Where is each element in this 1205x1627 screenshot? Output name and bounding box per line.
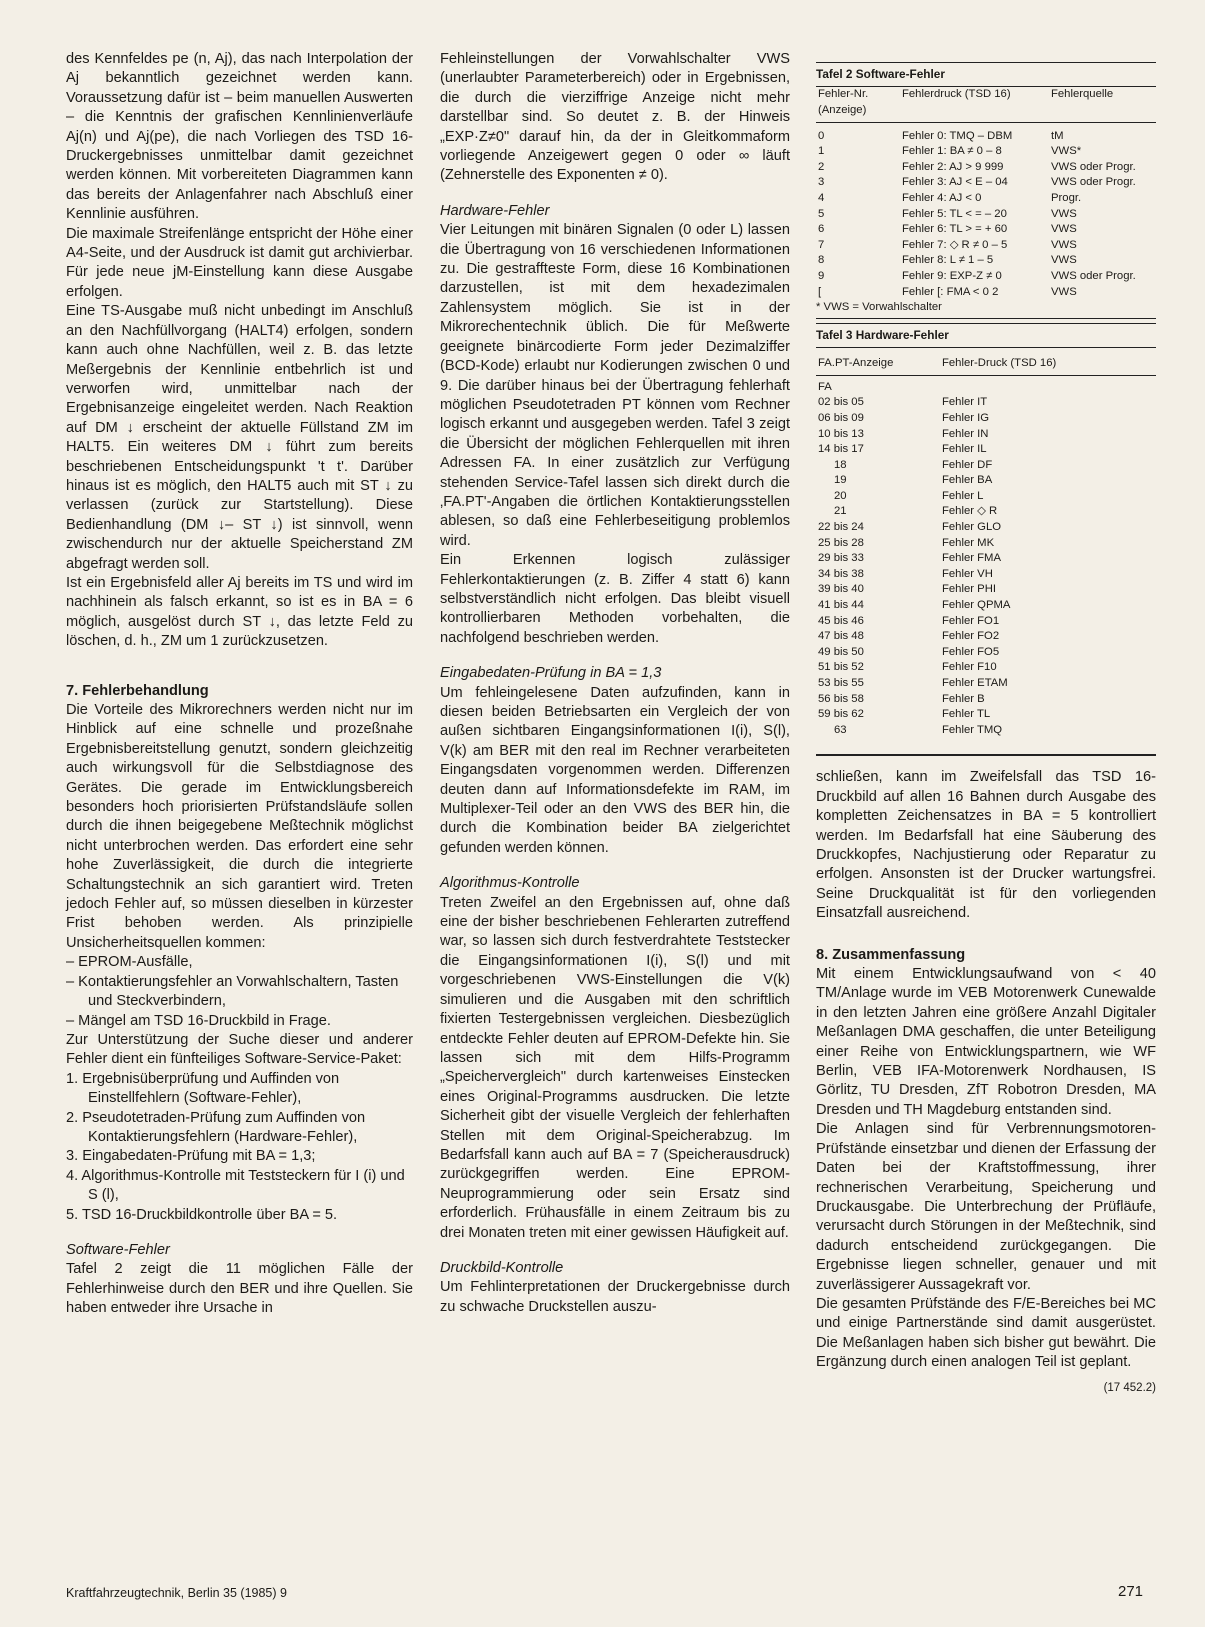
table-cell: 21 bbox=[834, 505, 847, 518]
subheading-eingabedaten: Eingabedaten-Prüfung in BA = 1,3 bbox=[440, 665, 662, 682]
table-cell: Fehler ◇ R bbox=[942, 505, 998, 518]
table-row bbox=[816, 692, 1156, 708]
table-row bbox=[816, 253, 1156, 269]
table-row bbox=[816, 442, 1156, 458]
paragraph: Treten Zweifel an den Ergebnissen auf, ohne daß eine der bisher beschriebenen Fehlerarten zutreffend war, so lassen sich durch festverdrahtete Teststecker die Eingangsinformationen I(i), S(l) und mit vorgeschriebenen VWS-Einstellungen die V(k) simulieren und die Ausgaben mit den schriftlich fixierten Testergebnissen vergleichen. Diesbezüglich entdeckte Fehler deuten auf EPROM-Defekte hin. Sie lassen sich mit dem Hilfs-Programm „Speichervergleich" durch kartenweises Einstecken eines Original-Programms ausdrucken. Die letzte Sicherheit gibt der visuelle Vergleich der fehlerhaften Stellen mit dem Original-Speicherabzug. Im Bedarfsfall kann auch auf BA = 7 (Speicherausdruck) zurückgegriffen werden. Eine EPROM-Neuprogrammierung oder sein Ersatz sind erforderlich. Frühausfälle in einem Zeitraum bis zu drei Monaten treten mit einer gewissen Häufigkeit auf. bbox=[440, 894, 790, 1241]
table-cell: Fehler 2: AJ > 9 999 bbox=[902, 160, 1004, 173]
table-cell: VWS oder Progr. bbox=[1051, 269, 1136, 282]
table-cell: 47 bis 48 bbox=[818, 630, 864, 643]
table-cell: 0 bbox=[818, 129, 825, 142]
table-cell: tM bbox=[1051, 129, 1064, 142]
paragraph: schließen, kann im Zweifelsfall das TSD 16-Druckbild auf allen 16 Bahnen durch Ausgabe des kompletten Zeichensatzes in BA = 5 kontrolliert werden. Im Bedarfsfall hat eine Säuberung des Druckkopfes, Nachjustierung oder Reparatur zu erfolgen. Ansonsten ist der Drucker wartungsfrei. Seine Druckqualität ist für den vorliegenden Einsatzfall ausreichend. bbox=[816, 769, 1156, 922]
table-cell: Fehler FO1 bbox=[942, 614, 1000, 627]
table-cell: 06 bis 09 bbox=[818, 411, 864, 424]
paragraph: Die maximale Streifenlänge entspricht der Höhe einer A4-Seite, und der Ausdruck ist damit gut archivierbar. Für jede neue jM-Einstellung kann diese Ausgabe erfolgen. bbox=[66, 225, 413, 300]
table-row bbox=[816, 551, 1156, 567]
table-row bbox=[816, 191, 1156, 207]
table-row bbox=[816, 629, 1156, 645]
header-cell: Fehler-Nr. (Anzeige) bbox=[816, 87, 900, 122]
table-row bbox=[816, 238, 1156, 254]
column-right bbox=[816, 62, 1156, 1398]
subheading-software-fehler: Software-Fehler bbox=[66, 1241, 170, 1258]
table-cell: 4 bbox=[818, 191, 825, 204]
table-footnote: * VWS = Vorwahlschalter bbox=[816, 300, 1156, 319]
table-cell: 14 bis 17 bbox=[818, 443, 864, 456]
table-row bbox=[816, 598, 1156, 614]
table-cell: VWS bbox=[1051, 207, 1077, 220]
table-cell: 63 bbox=[834, 723, 847, 736]
table-row bbox=[816, 395, 1156, 411]
section-heading-8: 8. Zusammenfassung bbox=[816, 946, 966, 963]
table-cell: Fehler 8: L ≠ 1 – 5 bbox=[902, 254, 994, 267]
table-tafel2 bbox=[816, 87, 1156, 300]
table-cell: Fehler BA bbox=[942, 474, 993, 487]
table-row bbox=[816, 411, 1156, 427]
subheading-hardware-fehler: Hardware-Fehler bbox=[440, 202, 550, 219]
table-cell: 1 bbox=[818, 145, 825, 158]
table-cell: VWS oder Progr. bbox=[1051, 176, 1136, 189]
table-cell: 5 bbox=[818, 207, 825, 220]
table-cell: Fehler 3: AJ < E – 04 bbox=[902, 176, 1008, 189]
table-cell: 51 bis 52 bbox=[818, 661, 864, 674]
table-cell: 59 bis 62 bbox=[818, 708, 864, 721]
paragraph: Eine TS-Ausgabe muß nicht unbedingt im Anschluß an den Nachfüllvorgang (HALT4) erfolgen, sondern kann auch ohne Nachfüllen, weil z. B. das letzte Meßergebnis der Kennlinie entbehrlich ist und verworfen wird, unmittelbar nach der Ergebnisanzeige eingeleitet werden. Nach Reaktion auf DM ↓ erscheint der aktuelle Füllstand ZM im HALT5. Ein weiteres DM ↓ führt zum bereits beschriebenen Entscheidungspunkt 't t'. Darüber hinaus ist es möglich, den HALT5 auch mit ST ↓ zu verlassen (zurück zur Startstellung). Diese Bedienhandlung (DM ↓– ST ↓) ist sinnvoll, wenn zwischendurch nur der aktuelle Speicherstand ZM abgefragt werden soll. bbox=[66, 303, 413, 572]
table-cell: 8 bbox=[818, 254, 825, 267]
list-item: – EPROM-Ausfälle, bbox=[66, 954, 193, 971]
table-row bbox=[816, 504, 1156, 520]
table-row bbox=[816, 614, 1156, 630]
table-cell: Fehler 5: TL < = – 20 bbox=[902, 207, 1007, 220]
list-item: 4. Algorithmus-Kontrolle mit Teststeckern für I (i) und S (l), bbox=[66, 1167, 405, 1204]
table-cell: Fehler ETAM bbox=[942, 677, 1008, 689]
table-cell: 3 bbox=[818, 176, 825, 189]
table-cell: Progr. bbox=[1051, 191, 1082, 204]
table-cell: 49 bis 50 bbox=[818, 645, 864, 658]
table-cell: Fehler FO2 bbox=[942, 630, 1000, 643]
table-cell: VWS* bbox=[1051, 145, 1082, 158]
table-cell: Fehler B bbox=[942, 692, 985, 705]
section-heading-7: 7. Fehlerbehandlung bbox=[66, 682, 209, 699]
paragraph: des Kennfeldes pe (n, Aj), das nach Interpolation der Aj bekanntlich gezeichnet werden kann. Voraussetzung dafür ist – beim manuellen Auswerten – die Kenntnis der grafischen Kennlinienverläufe Aj(n) und Aj(pe), die nach Vorliegen des TSD 16-Druckergebnisses unmittelbar damit gezeichnet werden können. Mit vorbereiteten Diagrammen kann das bereits der Anlagenfahrer nach Abschluß einer Kennlinie ausführen. bbox=[66, 51, 413, 223]
table-row bbox=[816, 676, 1156, 692]
table-cell: VWS oder Progr. bbox=[1051, 160, 1136, 173]
table-row bbox=[816, 269, 1156, 285]
table-tafel3 bbox=[816, 348, 1156, 738]
table-row bbox=[816, 520, 1156, 536]
header-cell: Fehler-Druck (TSD 16) bbox=[940, 348, 1156, 375]
list-item: 5. TSD 16-Druckbildkontrolle über BA = 5. bbox=[66, 1206, 338, 1223]
table-row bbox=[816, 723, 1156, 739]
column-middle bbox=[440, 50, 790, 1317]
subheading-algorithmus: Algorithmus-Kontrolle bbox=[440, 875, 580, 892]
table-cell: Fehler IT bbox=[942, 396, 988, 409]
table-cell: [ bbox=[818, 285, 822, 298]
table-cell: Fehler GLO bbox=[942, 521, 1002, 534]
paragraph: Ist ein Ergebnisfeld aller Aj bereits im TS und wird im nachhinein als falsch erkannt, so ist es in BA = 6 möglich, ausgelöst durch ST ↓, das letzte Feld zu löschen, d. h., ZM um 1 zurückzusetzen. bbox=[66, 574, 413, 650]
paragraph: Die Vorteile des Mikrorechners werden nicht nur im Hinblick auf eine schnelle und prozeßnahe Ergebnisbereitstellung genutzt, sondern gleichzeitig auch wirkungsvoll für die Selbstdiagnose des Gerätes. Die gerade im Entwicklungsbereich besonders hoch priorisierten Prüfstandsläufe sollen durch die ihnen beigegebene Meßtechnik möglichst nicht unterbrochen werden. Das erfordert eine sehr hohe Zuverlässigkeit, die durch die integrierte Schaltungstechnik an sich garantiert wird. Treten jedoch Fehler auf, so müssen dieselben in kürzester Frist behoben werden. Als prinzipielle Unsicherheitsquellen kommen: bbox=[66, 702, 413, 951]
paragraph: Fehleinstellungen der Vorwahlschalter VWS (unerlaubter Parameterbereich) oder in Ergebnissen, die durch die vierziffrige Anzeige nicht mehr darstellbar sind. So deutet z. B. der Hinweis „EXP·Z≠0" darauf hin, da der in Gleitkommaform vorliegende Anzeigewert gegen 0 oder ∞ läuft (Zehnerstelle des Exponenten ≠ 0). bbox=[440, 51, 790, 184]
table-header-row bbox=[816, 87, 1156, 122]
paragraph: Ein Erkennen logisch zulässiger Fehlerkontaktierungen (z. B. Ziffer 4 statt 6) kann selbstverständlich nicht erfolgen. Das bleibt visuell kontrollierbaren Methoden vorbehalten, die nachfolgend beschrieben werden. bbox=[440, 552, 790, 646]
table-cell: 2 bbox=[818, 160, 825, 173]
table-row bbox=[816, 285, 1156, 301]
subheading-druckbild: Druckbild-Kontrolle bbox=[440, 1259, 564, 1276]
table-cell: Fehler [: FMA < 0 2 bbox=[902, 285, 999, 298]
table-row bbox=[816, 207, 1156, 223]
table-row bbox=[816, 144, 1156, 160]
table-row bbox=[816, 536, 1156, 552]
table-cell: Fehler QPMA bbox=[942, 599, 1011, 612]
table-cell: 34 bis 38 bbox=[818, 567, 864, 580]
paragraph: Um fehleingelesene Daten aufzufinden, kann in diesen beiden Betriebsarten ein Vergleich der von außen sichtbaren Eingangsinformationen I(i), S(l), V(k) am BER mit den real im Rechner verarbeiteten Eingangsdaten vorgenommen werden. Differenzen deuten dann auf Informationsdefekte im RAM, im Multiplexer-Teil oder an den VWS des BER hin, die durch die Kombination beider BA zielgerichtet gefunden werden können. bbox=[440, 684, 790, 856]
table-row bbox=[816, 427, 1156, 443]
table-cell: Fehler IL bbox=[942, 443, 987, 456]
table-cell: Fehler IN bbox=[942, 427, 989, 440]
list-item: 1. Ergebnisüberprüfung und Auffinden von Einstellfehlern (Software-Fehler), bbox=[66, 1070, 340, 1107]
service-package-list bbox=[66, 1070, 413, 1225]
table-cell: Fehler FMA bbox=[942, 552, 1002, 565]
page-number: 271 bbox=[1118, 1583, 1144, 1600]
table-cell: VWS bbox=[1051, 223, 1077, 236]
table-body bbox=[816, 395, 1156, 738]
list-item: 2. Pseudotetraden-Prüfung zum Auffinden von Kontaktierungsfehlern (Hardware-Fehler), bbox=[66, 1109, 366, 1145]
table-cell: VWS bbox=[1051, 254, 1077, 267]
table-row bbox=[816, 645, 1156, 661]
table-cell: 02 bis 05 bbox=[818, 396, 864, 409]
table-cell: VWS bbox=[1051, 285, 1077, 298]
table-cell: 45 bis 46 bbox=[818, 614, 864, 627]
table-cell: Fehler DF bbox=[942, 458, 993, 471]
table-cell: Fehler VH bbox=[942, 567, 993, 580]
table-cell: Fehler TL bbox=[942, 708, 991, 721]
table-row bbox=[816, 160, 1156, 176]
table-cell: 20 bbox=[834, 489, 847, 502]
table-cell: Fehler 7: ◇ R ≠ 0 – 5 bbox=[902, 238, 1008, 251]
paragraph: Um Fehlinterpretationen der Druckergebnisse durch zu schwache Druckstellen auszu- bbox=[440, 1279, 790, 1315]
paragraph: Mit einem Entwicklungsaufwand von < 40 TM/Anlage wurde im VEB Motorenwerk Cunewalde in den letzten Jahren eine größere Anzahl Digitaler Meßanlagen DMA geschaffen, die unter Beteiligung einer Reihe von Entwicklungspartnern, wie WF Berlin, VEB IFA-Motorenwerk Nordhausen, IS Görlitz, TU Dresden, ZfT Robotron Dresden, MA Dresden und TH Magdeburg entstanden sind. bbox=[816, 966, 1156, 1118]
header-cell: Fehlerquelle bbox=[1049, 87, 1156, 122]
table-cell: 7 bbox=[818, 238, 825, 251]
table-row bbox=[816, 582, 1156, 598]
table-cell: 6 bbox=[818, 223, 825, 236]
table-row bbox=[816, 458, 1156, 474]
paragraph: Die Anlagen sind für Verbrennungsmotoren-Prüfstände einsetzbar und dienen der Erfassung der Daten bei der Kraftstoffmessung, ihrer rechnerischen Verarbeitung, Speicherung und Druckausgabe. Die Unterbrechung der Prüfläufe, verursacht durch Störungen in der Meßtechnik, sind dadurch entscheidend zurückgegangen. Die Ergebnisse liegen schneller, genauer und mit zuverlässigerer Aussagekraft vor. bbox=[816, 1121, 1156, 1293]
table-caption-tafel2: Tafel 2 Software-Fehler bbox=[816, 62, 1156, 87]
table-cell: 29 bis 33 bbox=[818, 552, 864, 565]
paragraph: Tafel 2 zeigt die 11 möglichen Fälle der Fehlerhinweise durch den BER und ihre Quellen. Sie haben entweder ihre Ursache in bbox=[66, 1261, 413, 1317]
table-cell: 56 bis 58 bbox=[818, 692, 864, 705]
table-cell: 25 bis 28 bbox=[818, 536, 864, 549]
list-item: 3. Eingabedaten-Prüfung mit BA = 1,3; bbox=[66, 1148, 316, 1165]
table-cell: 41 bis 44 bbox=[818, 599, 864, 612]
table-cell: 10 bis 13 bbox=[818, 427, 864, 440]
table-cell: Fehler 6: TL > = + 60 bbox=[902, 223, 1008, 236]
table-cell: Fehler L bbox=[942, 489, 984, 502]
table-cell: Fehler 0: TMQ – DBM bbox=[902, 129, 1013, 142]
list-item: – Mängel am TSD 16-Druckbild in Frage. bbox=[66, 1012, 331, 1029]
table-cell: Fehler MK bbox=[942, 536, 995, 549]
table-cell: 18 bbox=[834, 458, 847, 471]
table-cell: 22 bis 24 bbox=[818, 521, 864, 534]
table-row bbox=[816, 473, 1156, 489]
table-header-row bbox=[816, 348, 1156, 375]
table-row bbox=[816, 489, 1156, 505]
table-row bbox=[816, 660, 1156, 676]
table-row bbox=[816, 707, 1156, 723]
uncertainty-list bbox=[66, 953, 413, 1031]
paragraph: Die gesamten Prüfstände des F/E-Bereiches bei MC und einige Partnerstände sind damit ausgerüstet. Die Meßanlagen haben sich bisher gut bewährt. Die Ergänzung durch einen analogen Teil ist geplant. bbox=[816, 1295, 1156, 1371]
table-row bbox=[816, 567, 1156, 583]
journal-citation: Kraftfahrzeugtechnik, Berlin 35 (1985) 9 bbox=[66, 1586, 287, 1600]
table-cell: Fehler FO5 bbox=[942, 645, 1000, 658]
header-cell: Fehlerdruck (TSD 16) bbox=[900, 87, 1049, 122]
column-left bbox=[66, 50, 413, 1319]
table-cell: Fehler TMQ bbox=[942, 723, 1003, 736]
table-cell: 9 bbox=[818, 269, 825, 282]
table-cell: Fehler F10 bbox=[942, 661, 997, 674]
table-cell: Fehler 9: EXP-Z ≠ 0 bbox=[902, 269, 1002, 282]
table-cell: VWS bbox=[1051, 238, 1077, 251]
table-cell: Fehler PHI bbox=[942, 583, 996, 596]
table-row bbox=[816, 175, 1156, 191]
table-row bbox=[816, 222, 1156, 238]
table-row bbox=[816, 129, 1156, 145]
table-cell: 19 bbox=[834, 474, 847, 487]
table-body bbox=[816, 129, 1156, 301]
table-cell: 39 bis 40 bbox=[818, 583, 864, 596]
paragraph: Zur Unterstützung der Suche dieser und anderer Fehler dient ein fünfteiliges Software-Service-Paket: bbox=[66, 1031, 413, 1068]
table-caption-tafel3: Tafel 3 Hardware-Fehler bbox=[816, 323, 1156, 348]
reference-number: (17 452.2) bbox=[1103, 1381, 1156, 1394]
table-cell: Fehler IG bbox=[942, 411, 990, 424]
header-cell: FA.PT-Anzeige bbox=[816, 348, 940, 375]
paragraph: Vier Leitungen mit binären Signalen (0 oder L) lassen die Übertragung von 16 verschiedenen Informationen zu. Die gestraffteste Form, diese 16 Kombinationen darzustellen, ist mit dem hexadezimalen Zahlensystem möglich. Sie ist in der Mikrorechentechnik üblich. Die für Meßwerte geeignete binärcodierte Form jeder Dezimalziffer (BCD-Kode) erlaubt nur Kodierungen zwischen 0 und 9. Die darüber hinaus bei der Übertragung fehlerhaft möglichen Pseudotetraden PT können vom Rechner logisch erkannt und ausgegeben werden. Tafel 3 zeigt die Übersicht der möglichen Fehlerquellen mit ihren Adressen FA. In einer zusätzlich zur Verfügung stehenden Service-Tafel lassen sich direkt durch die ‚FA.PT'-Angaben die örtlichen Kontaktierungsstellen ablesen, so daß eine Fehlerbeseitigung problemlos wird. bbox=[440, 222, 790, 549]
table-cell: 53 bis 55 bbox=[818, 677, 864, 689]
table-cell: Fehler 4: AJ < 0 bbox=[902, 191, 982, 204]
fa-label: FA bbox=[818, 380, 832, 393]
list-item: – Kontaktierungsfehler an Vorwahlschaltern, Tasten und Steckverbindern, bbox=[66, 973, 399, 1010]
table-cell: Fehler 1: BA ≠ 0 – 8 bbox=[902, 145, 1002, 158]
